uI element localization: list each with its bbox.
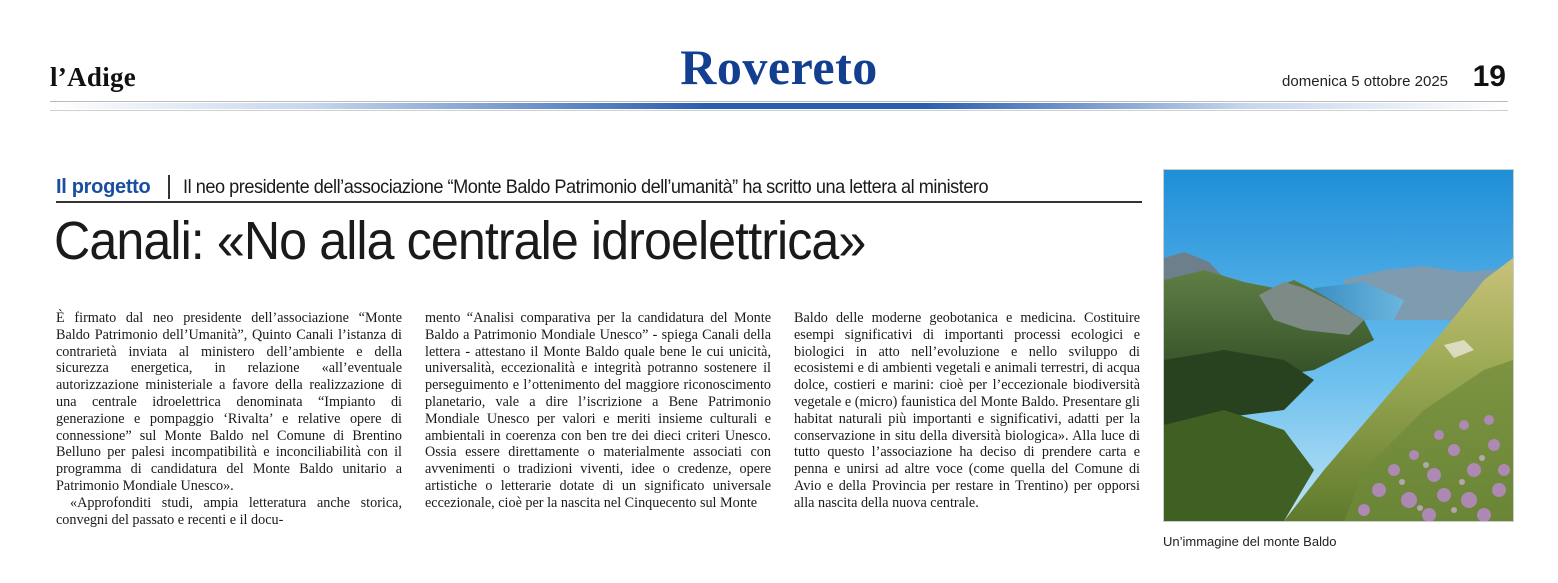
newspaper-logo: l’Adige (50, 62, 137, 92)
header-divider-lower (50, 110, 1508, 111)
paragraph: Baldo delle moderne geobotanica e medicina. Costituire esempi significativi di importanti processi ecologici e biologici in atto nell’evoluzione e nello sviluppo di ecosistemi e di ambienti vegetali e animali terrestri, di acqua dolce, costieri e marini: cioè per l’eccezionale biodiversità vegetale e (micro) faunistica del Monte Baldo. Presentare gli habitat naturali più importanti e significativi, adatti per la conservazione in situ della diversità biologica». Alla luce di tutto questo l’associazione ha deciso di prendere carta e penna e unirsi ad altre voce (come quella del Comune di Avio e della Provincia per restare in Trentino) per opporsi alla nascita della nuova centrale. (794, 310, 1140, 511)
article-headline: Canali: «No alla centrale idroelettrica» (54, 211, 866, 271)
article-kicker (56, 172, 1142, 202)
paragraph: «Approfonditi studi, ampia letteratura anche storica, convegni del passato e recenti e il docu- (56, 494, 402, 528)
kicker-label: Il progetto (56, 175, 151, 198)
page-number: 19 (1472, 60, 1506, 93)
monte-baldo-photo (1163, 169, 1514, 522)
publication-date: domenica 5 ottobre 2025 (1282, 73, 1448, 90)
article-column-1 (56, 310, 402, 528)
section-title: Rovereto (680, 39, 878, 95)
kicker-separator (168, 175, 170, 199)
header-divider (50, 101, 1508, 102)
header-gradient-bar (50, 103, 1508, 109)
kicker-rule (56, 201, 1142, 203)
paragraph: È firmato dal neo presidente dell’associazione “Monte Baldo Patrimonio dell’Umanità”, Quinto Canali l’istanza di contrarietà inviata al ministero dell’ambiente e della sicurezza energetica, in relazione «all’eventuale autorizzazione ministeriale a favore della realizzazione di una centrale idroelettrica denominata “Impianto di generazione e pompaggio ‘Rivalta’ e relative opere di connessione” sul Monte Baldo nel Comune di Brentino Belluno per palesi incompatibilità e inconciliabilità con il programma di candidatura del Monte Baldo unitario a Patrimonio Mondiale Unesco». (56, 310, 402, 494)
article-column-3 (794, 310, 1140, 512)
paragraph: mento “Analisi comparativa per la candidatura del Monte Baldo a Patrimonio Mondiale Unesco” - spiega Canali della lettera - attestano il Monte Baldo quale bene le cui unicità, universalità, eccezionalità e integrità potranno sostenere il perseguimento e l’ottenimento del maggiore riconoscimento planetario, vale a dire l’iscrizione a Bene Patrimonio Mondiale Unesco per valori e meriti insieme culturali e ambientali in coerenza con ben tre dei dieci criteri Unesco. Ossia essere direttamente o materialmente associati con avvenimenti o tradizioni viventi, idee o credenze, opere artistiche o letterarie dotate di un significato universale eccezionale, cioè per la nascita nel Cinquecento sul Monte (425, 310, 771, 511)
kicker-text: Il neo presidente dell’associazione “Monte Baldo Patrimonio dell’umanità” ha scritto una lettera al ministero (182, 175, 989, 198)
photo-caption: Un’immagine del monte Baldo (1163, 534, 1337, 549)
article-column-2 (425, 310, 771, 512)
